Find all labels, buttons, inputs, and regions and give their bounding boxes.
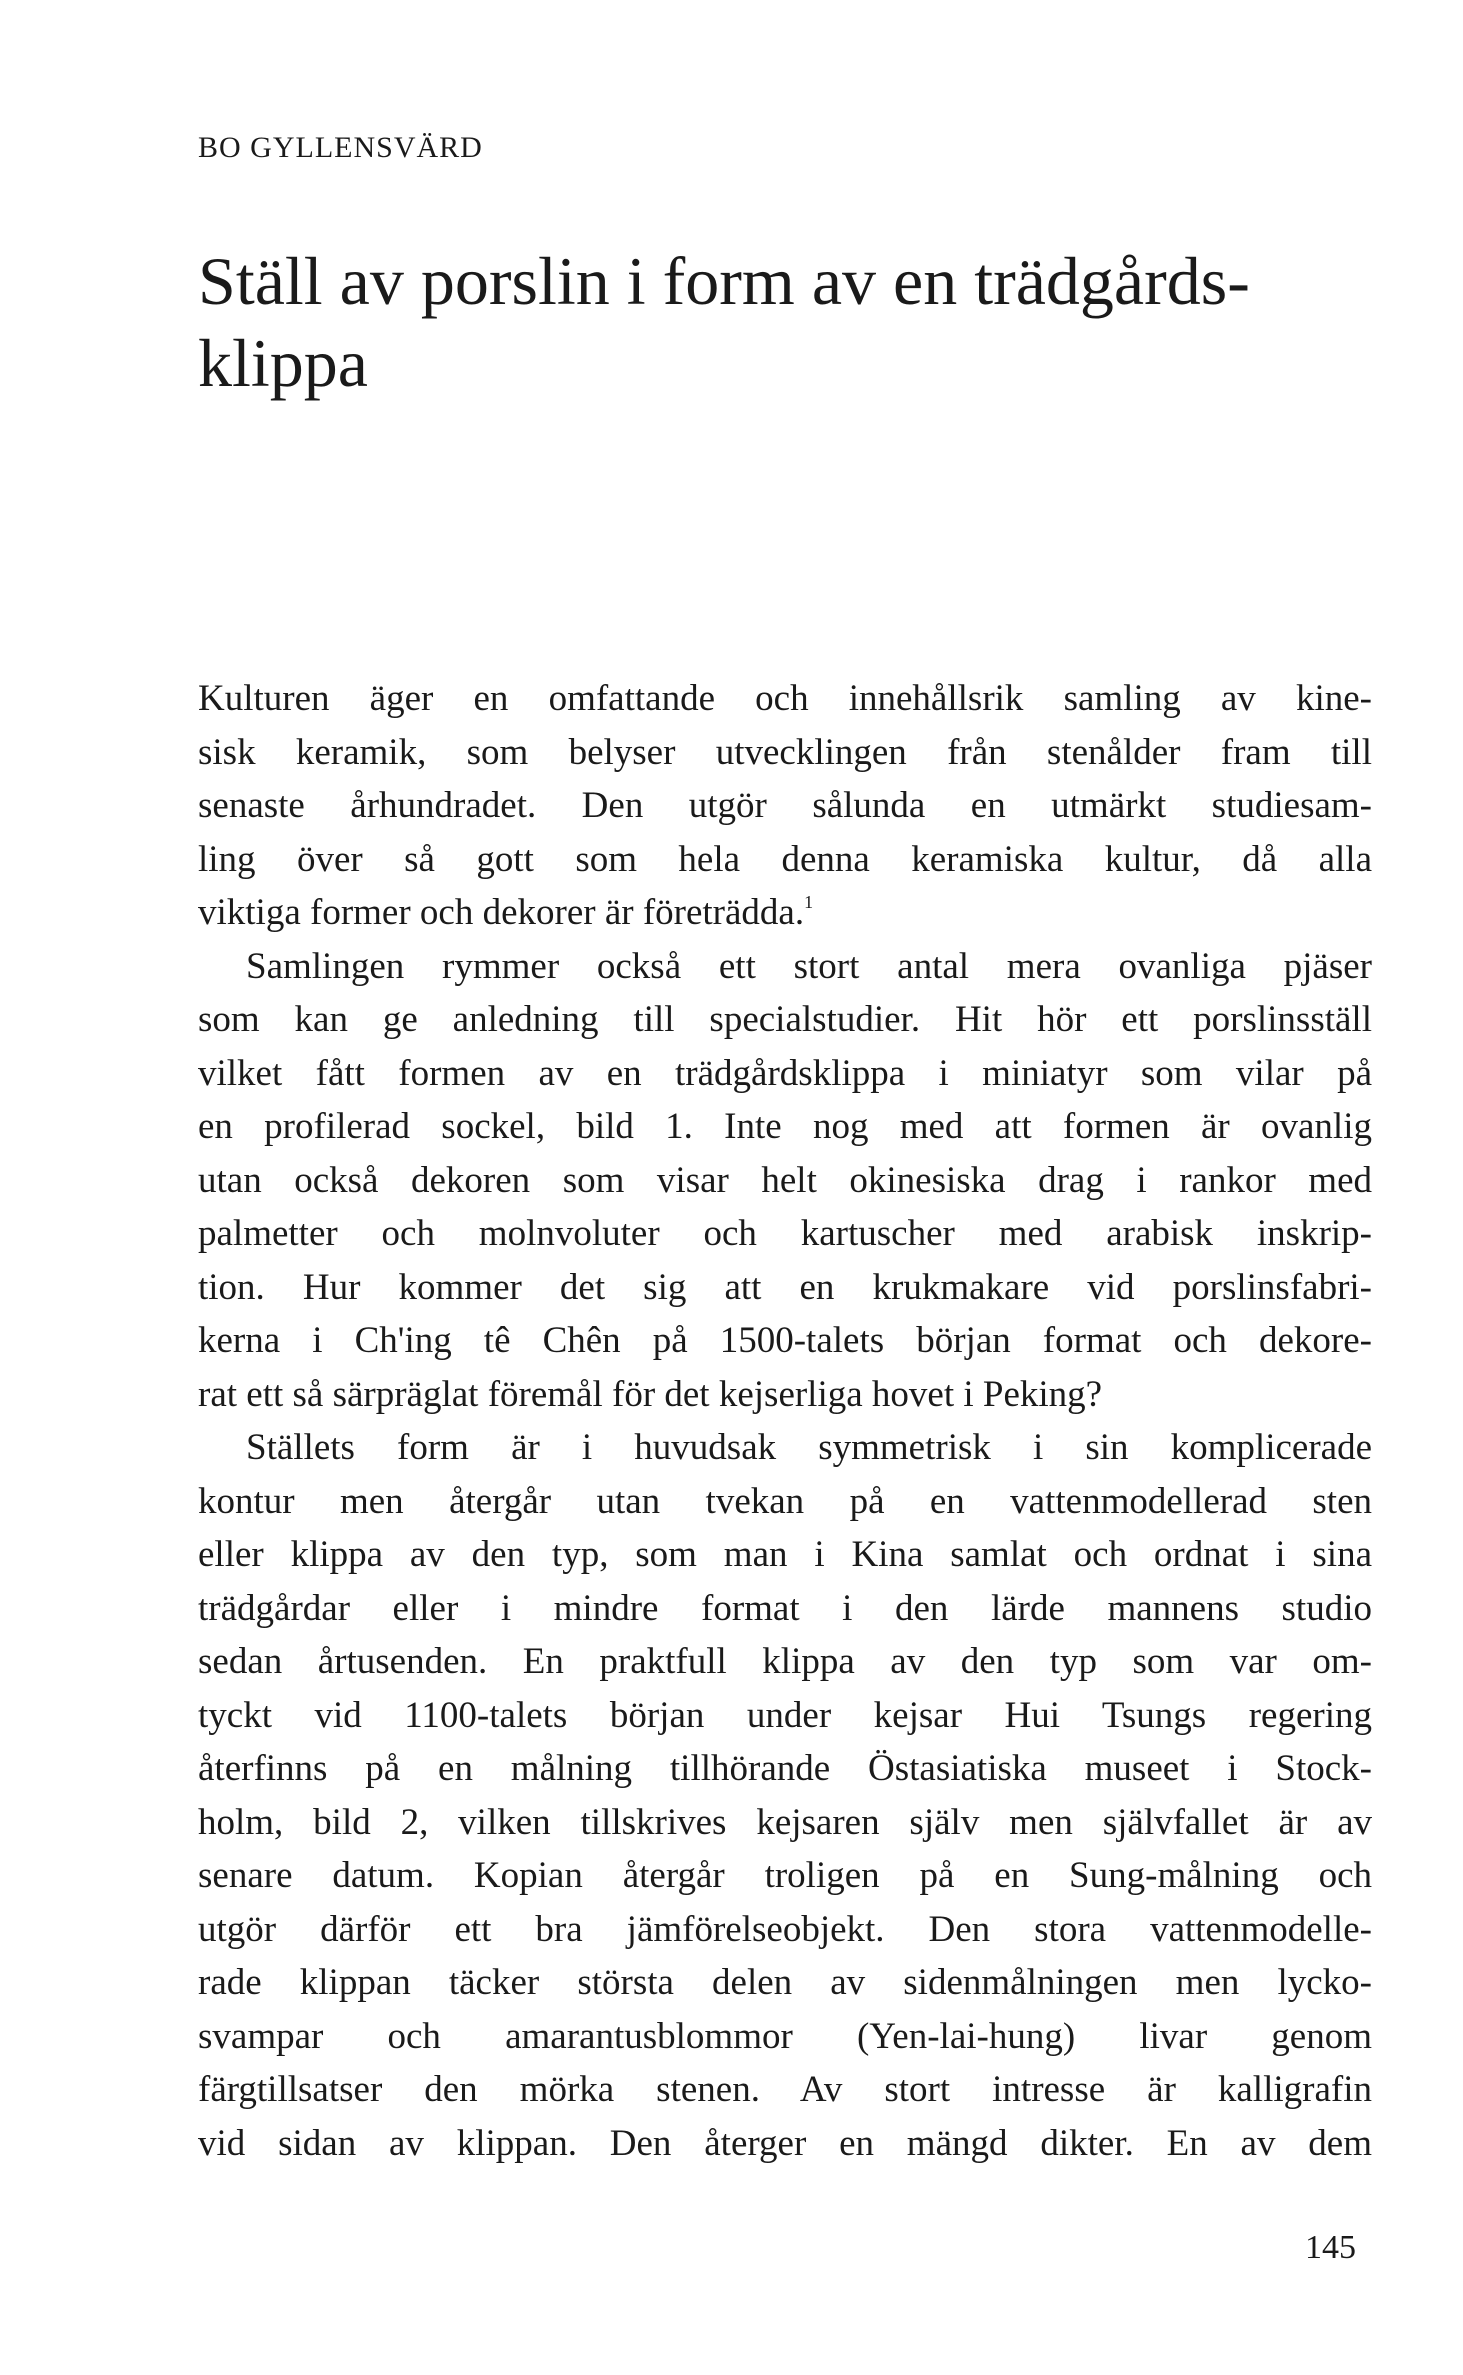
body-line: Kulturen äger en omfattande och innehållsrik samling av kine- bbox=[198, 678, 1372, 719]
body-line: färgtillsatser den mörka stenen. Av stort intresse är kalligrafin bbox=[198, 2069, 1372, 2110]
body-line: tyckt vid 1100-talets början under kejsar Hui Tsungs regering bbox=[198, 1694, 1372, 1736]
body-text bbox=[198, 672, 1372, 2170]
body-line-paragraph-start: Ställets form är i huvudsak symmetrisk i sin komplicerade bbox=[246, 1427, 1372, 1468]
title-line: klippa bbox=[198, 325, 368, 401]
body-line: senaste århundradet. Den utgör sålunda en utmärkt studiesam- bbox=[198, 785, 1372, 826]
body-line-text: viktiga former och dekorer är företrädda. bbox=[198, 892, 805, 933]
body-line: holm, bild 2, vilken tillskrives kejsaren själv men självfallet är av bbox=[198, 1801, 1372, 1843]
body-line: som kan ge anledning till specialstudier. Hit hör ett porslinsställ bbox=[198, 999, 1372, 1040]
title-line: Ställ av porslin i form av en trädgårds- bbox=[198, 243, 1250, 319]
body-line: sedan årtusenden. En praktfull klippa av den typ som var om- bbox=[198, 1641, 1372, 1682]
body-line: tion. Hur kommer det sig att en krukmakare vid porslinsfabri- bbox=[198, 1266, 1372, 1308]
body-line: senare datum. Kopian återgår troligen på en Sung-målning och bbox=[198, 1855, 1372, 1896]
body-line: kontur men återgår utan tvekan på en vattenmodellerad sten bbox=[198, 1480, 1372, 1522]
body-line: svampar och amarantusblommor (Yen-lai-hung) livar genom bbox=[198, 2015, 1372, 2057]
body-line: trädgårdar eller i mindre format i den lärde mannens studio bbox=[198, 1587, 1372, 1629]
body-line: rat ett så särpräglat föremål för det kejserliga hovet i Peking? bbox=[198, 1373, 1103, 1415]
body-line: eller klippa av den typ, som man i Kina samlat och ordnat i sina bbox=[198, 1534, 1372, 1575]
body-line: återfinns på en målning tillhörande Östasiatiska museet i Stock- bbox=[198, 1748, 1372, 1789]
body-line: sisk keramik, som belyser utvecklingen från stenålder fram till bbox=[198, 731, 1372, 773]
footnote-reference: 1 bbox=[804, 892, 814, 912]
body-line: en profilerad sockel, bild 1. Inte nog med att formen är ovanlig bbox=[198, 1106, 1372, 1147]
body-line-paragraph-start: Samlingen rymmer också ett stort antal mera ovanliga pjäser bbox=[246, 945, 1372, 987]
article-title bbox=[198, 240, 1318, 404]
body-line-with-footnote bbox=[198, 886, 1372, 940]
body-line: kerna i Ch'ing tê Chên på 1500-talets början format och dekore- bbox=[198, 1320, 1372, 1361]
body-line: utan också dekoren som visar helt okinesiska drag i rankor med bbox=[198, 1159, 1372, 1201]
body-line: palmetter och molnvoluter och kartuscher med arabisk inskrip- bbox=[198, 1213, 1372, 1254]
body-line: utgör därför ett bra jämförelseobjekt. Den stora vattenmodelle- bbox=[198, 1908, 1372, 1950]
body-line: rade klippan täcker största delen av sidenmålningen men lycko- bbox=[198, 1962, 1372, 2003]
body-line: ling över så gott som hela denna keramiska kultur, då alla bbox=[198, 838, 1372, 880]
author-name: BO GYLLENSVÄRD bbox=[198, 131, 483, 164]
page-number: 145 bbox=[1305, 2229, 1356, 2266]
body-line: vilket fått formen av en trädgårdsklippa i miniatyr som vilar på bbox=[198, 1052, 1372, 1094]
body-line: vid sidan av klippan. Den återger en mängd dikter. En av dem bbox=[198, 2122, 1372, 2164]
